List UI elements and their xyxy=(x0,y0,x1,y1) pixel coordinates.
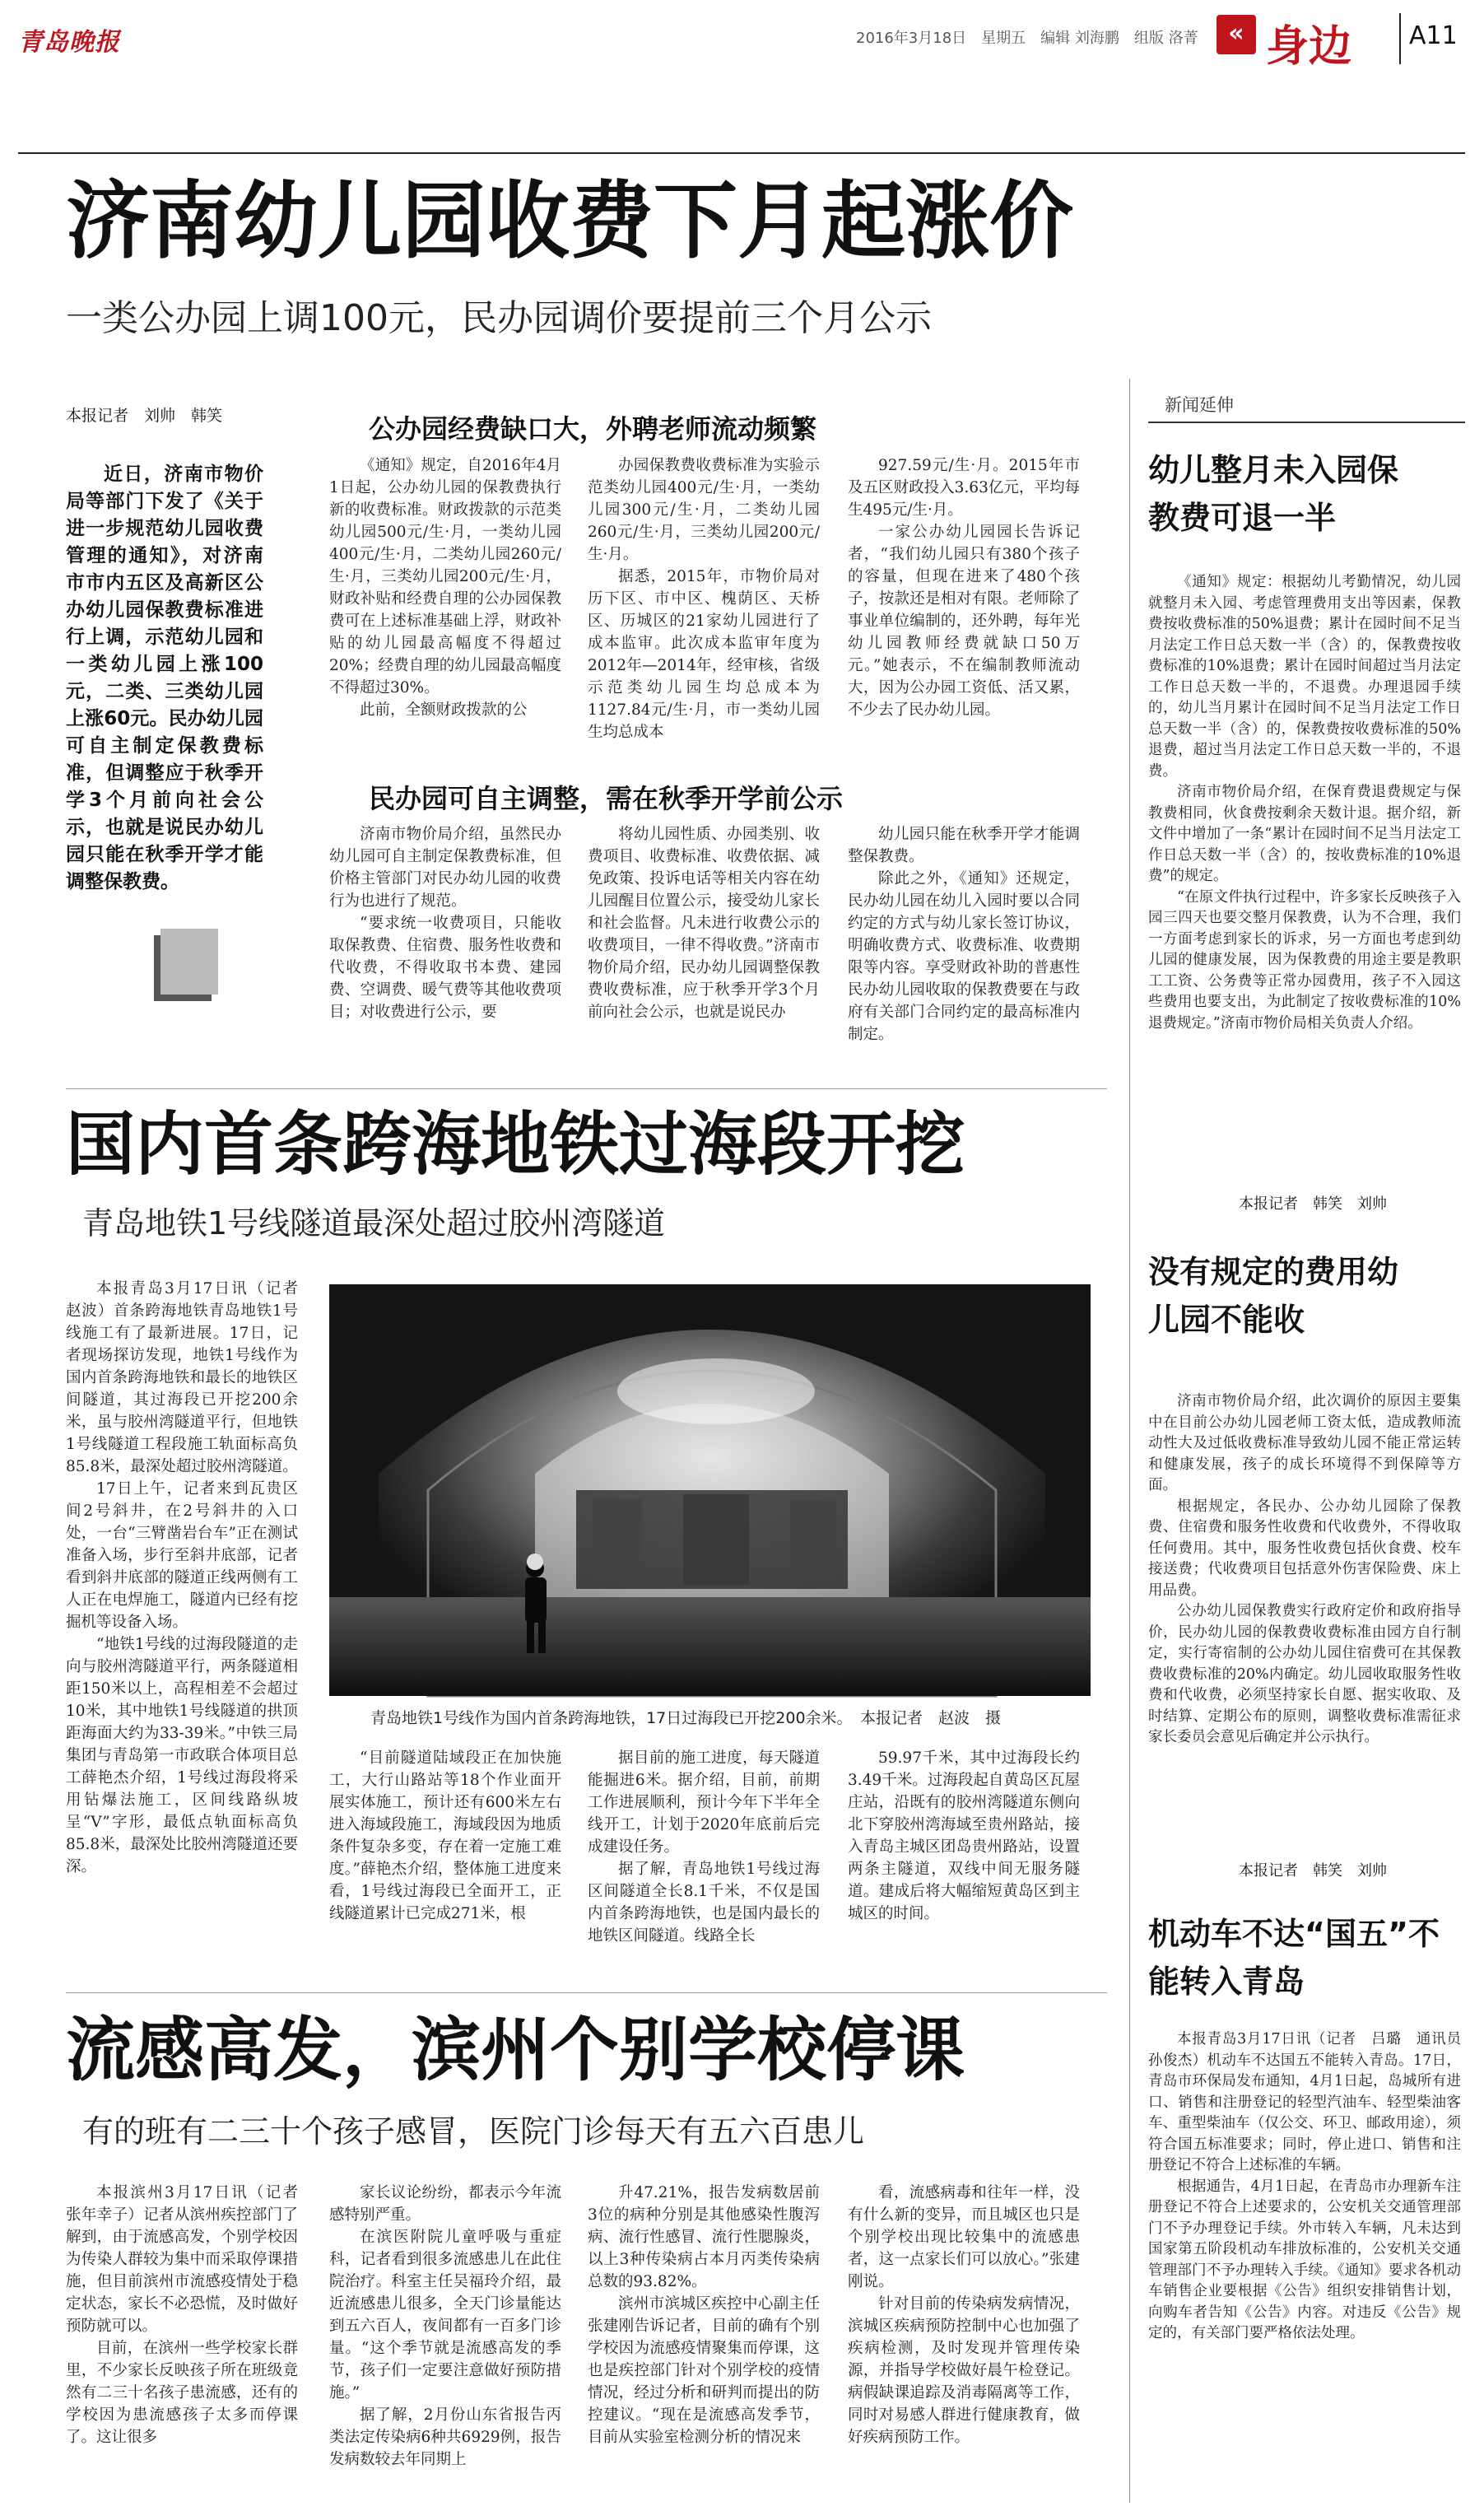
paragraph: 《通知》规定：根据幼儿考勤情况，幼儿园就整月未入园、考虑管理费用支出等因素，保教费按收费标准的50%退费；累计在园时间不足当月法定工作日总天数一半（含）的，保教费按收费标准的10%退费；累计在园时间超过当月法定工作日总天数一半的，不退费。办理退园手续的，幼儿当月累计在园时间不足当月法定工作日总天数一半（含）的，保教费按收费标准的50%退费，超过当月法定工作日总天数一半的，不退费。 xyxy=(1148,574,1461,780)
paragraph: 根据规定，各民办、公办幼儿园除了保教费、住宿费和服务性收费和代收费外，不得收取任何费用。其中，服务性收费包括伙食费、校车接送费；代收费项目包括意外伤害保险费、床上用品费。 xyxy=(1148,1498,1461,1599)
paragraph: 将幼儿园性质、办园类别、收费项目、收费标准、收费依据、减免政策、投诉电话等相关内容在幼儿园醒目位置公示，接受幼儿家长和社会监督。凡未进行收费公示的收费项目，一律不得收费。”济南市物价局介绍，民办幼儿园调整保教费收费标准，应于秋季开学3个月前向社会公示，也就是说民办 xyxy=(588,826,820,1021)
paragraph: 此前，全额财政拨款的公 xyxy=(360,701,528,719)
chevron-left-icon: « xyxy=(1228,19,1244,48)
article3-subtitle: 有的班有二三十个孩子感冒，医院门诊每天有五六百患儿 xyxy=(82,2113,865,2150)
sidebar-item2-body xyxy=(1148,1391,1461,1861)
paragraph: 办园保教费收费标准为实验示范类幼儿园400元/生·月，一类幼儿园300元/生·月，二类幼儿园260元/生·月，三类幼儿园200元/生·月。 xyxy=(588,457,820,563)
paragraph: 本报滨州3月17日讯（记者 张年幸子）记者从滨州疾控部门了解到，由于流感高发，个别学校因为传染人群较为集中而采取停课措施，但目前滨州市流感疫情处于稳定状态，家长不必恐慌，及时做好预防就可以。 xyxy=(66,2184,314,2335)
paragraph: 滨州市滨城区疾控中心副主任张建刚告诉记者，目前的确有个别学校因为流感疫情聚集而停课，这也是疾控部门针对个别学校的疫情情况，经过分析和研判而提出的防控建议。“现在是流感高发季节，目前从实验室检测分析的情况来 xyxy=(588,2295,820,2446)
paragraph: 59.97千米，其中过海段长约3.49千米。过海段起自黄岛区瓦屋庄站，沿既有的胶州湾隧道东侧向北下穿胶州湾海域至贵州路站，接入青岛主城区团岛贵州路站，设置两条主隧道，双线中间无服务隧道。建成后将大幅缩短黄岛区到主城区的时间。 xyxy=(848,1749,1080,1922)
sidebar-tag xyxy=(1148,389,1465,423)
article1-title: 济南幼儿园收费下月起涨价 xyxy=(66,173,1073,271)
sidebar-item1-title: 幼儿整月未入园保教费可退一半 xyxy=(1148,452,1399,536)
sidebar-item3-body xyxy=(1148,2029,1476,2503)
photo-caption: 青岛地铁1号线作为国内首条跨海地铁，17日过海段已开挖200余米。 本报记者 赵波 摄 xyxy=(370,1709,1002,1727)
paragraph: 家长议论纷纷，都表示今年流感特别严重。 xyxy=(329,2184,561,2224)
paragraph: 看，流感病毒和往年一样，没有什么新的变异，而且城区也只是个别学校出现比较集中的流感患者，这一点家长们可以放心。”张建刚说。 xyxy=(848,2184,1080,2290)
paragraph: 公办幼儿园保教费实行政府定价和政府指导价，民办幼儿园的保教费收费标准由园方自行制定，实行寄宿制的公办幼儿园住宿费可在其保教费收费标准的20%内确定。幼儿园收取服务性收费和代收费，必须坚持家长自愿、据实收取、及时结算、定期公布的原则，调整收费标准需征求家长委员会意见后确定并公示执行。 xyxy=(1148,1603,1461,1745)
paragraph: 17日上午，记者来到瓦贵区间2号斜井，在2号斜井的入口处，一台“三臂凿岩台车”正在测试准备入场，步行至斜井底部，记者看到斜井底部的隧道正线两侧有工人正在电焊施工，隧道内已经有挖掘机等设备入场。 xyxy=(66,1480,298,1631)
paragraph: 本报青岛3月17日讯（记者 吕璐 通讯员 孙俊杰）机动车不达国五不能转入青岛。17日，青岛市环保局发布通知，4月1日起，岛城所有进口、销售和注册登记的轻型汽油车、轻型柴油客车、重型柴油车（仅公交、环卫、邮政用途），须符合国五标准要求；同时，停止进口、销售和注册登记不符合上述标准的车辆。 xyxy=(1148,2031,1476,2173)
sidebar-tag-label: 新闻延伸 xyxy=(1165,395,1234,415)
article1-s1-col3 xyxy=(848,454,1080,751)
sidebar-item2-byline: 本报记者 韩笑 刘帅 xyxy=(1239,1862,1387,1880)
paragraph: 目前，在滨州一些学校家长群里，不少家长反映孩子所在班级竟然有二三十名孩子患流感，还有的学校因为患流感孩子太多而停课了。这让很多 xyxy=(66,2340,298,2446)
section-marker xyxy=(1217,15,1256,54)
paragraph: 升47.21%，报告发病数居前3位的病种分别是其他感染性腹泻病、流行性感冒、流行性腮腺炎，以上3种传染病占本月丙类传染病总数的93.82%。 xyxy=(588,2184,820,2290)
sidebar-item1-body xyxy=(1148,572,1461,1181)
masthead-rule xyxy=(18,152,1465,154)
article1-s2-col2 xyxy=(588,823,820,1046)
sidebar-item3-title: 机动车不达“国五”不能转入青岛 xyxy=(1148,1916,1440,2000)
paragraph: “地铁1号线的过海段隧道的走向与胶州湾隧道平行，两条隧道相距150米以上，高程相差不会超过10米，其中地铁1号线隧道的拱顶距海面大约为33-39米。”中铁三局集团与青岛第一市政联合体项目总工薛艳杰介绍，1号线过海段将采用钻爆法施工，区间线路纵坡呈“V”字形，最低点轨面标高负85.8米，最深处比胶州湾隧道还要深。 xyxy=(66,1636,298,1875)
paragraph: “目前隧道陆域段正在加快施工，大行山路站等18个作业面开展实体施工，预计还有600米左右进入海域段施工，海域段因为地质条件复杂多变，存在着一定施工难度。”薛艳杰介绍，整体施工进度来看，1号线过海段已全面开工，正线隧道累计已完成271米，根 xyxy=(329,1749,561,1922)
article2-col2 xyxy=(329,1747,561,1969)
paragraph: 一家公办幼儿园园长告诉记者，“我们幼儿园只有380个孩子的容量，但现在进来了480个孩子，按款还是相对有限。老师除了事业单位编制的，还外聘，每年光幼儿园教师经费就缺口50万元。”她表示，不在编制教师流动大，因为公办园工资低、活又累，不少去了民办幼儿园。 xyxy=(848,524,1080,719)
paper-logo: 青岛晚报 xyxy=(18,28,120,57)
article1-s2-col3 xyxy=(848,823,1080,1046)
paragraph: “在原文件执行过程中，许多家长反映孩子入园三四天也要交整月保教费，认为不合理，我们一方面考虑到家长的诉求，另一方面也考虑到幼儿园的健康发展，因为保教费的用途主要是教职工工资、公务费等正常办园费用，孩子不入园这些费用也要支出，为此制定了按收费标准的10%退费规定。”济南市物价局相关负责人介绍。 xyxy=(1148,888,1461,1032)
article1-s2-col1 xyxy=(329,823,561,1046)
tunnel-photo xyxy=(329,1284,1091,1696)
quote-mark-icon xyxy=(160,929,218,995)
paragraph: 济南市物价局介绍，在保育费退费规定与保教费相同，伙食费按剩余天数计退。据介绍，新文件中增加了一条“累计在园时间不足当月法定工作日总天数一半（含）的，按收费标准的10%退费”的规定。 xyxy=(1148,784,1461,884)
article1-s1-col1 xyxy=(329,454,561,751)
paragraph: 根据通告，4月1日起，在青岛市办理新车注册登记不符合上述要求的，公安机关交通管理部门不予办理登记手续。外市转入车辆，凡未达到国家第五阶段机动车排放标准的，公安机关交通管理部门不予办理转入手续。《通知》要求各机动车销售企业要根据《公告》组织安排销售计划，向购车者告知《公告》内容。对违反《公告》规定的，有关部门要严格依法处理。 xyxy=(1148,2178,1461,2341)
article3-col4 xyxy=(848,2182,1080,2503)
page-number: A11 xyxy=(1409,21,1458,50)
paragraph: 据了解，青岛地铁1号线过海区间隧道全长8.1千米，不仅是国内首条跨海地铁，也是国内最长的地铁区间隧道。线路全长 xyxy=(588,1861,820,1945)
paragraph: 927.59元/生·月。2015年市及五区财政投入3.63亿元，平均每生495元/生·月。 xyxy=(848,457,1080,519)
paragraph: 针对目前的传染病发病情况，滨城区疾病预防控制中心也加强了疾病检测，及时发现并管理传染源，并指导学校做好晨午检登记。病假缺课追踪及消毒隔离等工作，同时对易感人群进行健康教育，做好疾病预防工作。 xyxy=(848,2295,1080,2446)
paragraph: 除此之外，《通知》还规定，民办幼儿园在幼儿入园时要以合同约定的方式与幼儿家长签订协议，明确收费方式、收费标准、收费期限等内容。享受财政补助的普惠性民办幼儿园收取的保教费要在与政府有关部门合同约定的最高标准内制定。 xyxy=(848,870,1080,1043)
article2-title: 国内首条跨海地铁过海段开挖 xyxy=(66,1104,965,1185)
date-line: 2016年3月18日 星期五 编辑 刘海鹏 组版 洛菁 xyxy=(856,30,1198,47)
article2-top-rule xyxy=(66,1088,1107,1089)
paragraph: “要求统一收费项目，只能收取保教费、住宿费、服务性收费和代收费，不得收取书本费、建园费、空调费、暖气费等其他收费项目；对收费进行公示，要 xyxy=(329,915,561,1021)
article2-col3 xyxy=(588,1747,820,1969)
article2-col1 xyxy=(66,1278,314,1969)
sidebar-item1-byline: 本报记者 韩笑 刘帅 xyxy=(1239,1195,1387,1213)
paragraph: 《通知》规定，自2016年4月1日起，公办幼儿园的保教费执行新的收费标准。财政拨款的示范类幼儿园500元/生·月，一类幼儿园400元/生·月，二类幼儿园260元/生·月，三类幼儿园200元/生·月，财政补贴和经费自理的公办园保教费可在上述标准基础上浮，财政补贴的幼儿园最高幅度不得超过20%；经费自理的幼儿园最高幅度不得超过30%。 xyxy=(329,457,561,696)
article1-byline: 本报记者 刘帅 韩笑 xyxy=(66,407,223,425)
article1-section1-head: 公办园经费缺口大，外聘老师流动频繁 xyxy=(369,413,817,445)
article1-section2-head: 民办园可自主调整，需在秋季开学前公示 xyxy=(369,783,844,814)
paragraph: 据目前的施工进度，每天隧道能掘进6米。据介绍，目前，前期工作进展顺利，预计今年下半年全线开工，计划于2020年底前后完成建设任务。 xyxy=(588,1749,820,1856)
masthead xyxy=(0,0,1484,156)
article3-col3 xyxy=(588,2182,820,2503)
article3-col1 xyxy=(66,2182,314,2503)
paragraph: 据悉，2015年，市物价局对历下区、市中区、槐荫区、天桥区、历城区的21家幼儿园进行了成本监审。此次成本监审年度为2012年—2014年，经审核，省级示范类幼儿园生均总成本为1127.84元/生·月，市一类幼儿园生均总成本 xyxy=(588,568,820,741)
article3-col2 xyxy=(329,2182,561,2503)
article3-title: 流感高发，滨州个别学校停课 xyxy=(66,2010,965,2090)
sidebar-item2-title: 没有规定的费用幼儿园不能收 xyxy=(1148,1254,1399,1338)
article1-s1-col2 xyxy=(588,454,820,751)
tunnel-photo-illustration xyxy=(329,1284,1091,1696)
paragraph: 济南市物价局介绍，此次调价的原因主要集中在目前公办幼儿园老师工资太低，造成教师流动性大及过低收费标准导致幼儿园不能正常运转和健康发展，孩子的成长环境得不到保障等方面。 xyxy=(1148,1393,1461,1493)
article3-top-rule xyxy=(66,1992,1107,1993)
sidebar-divider xyxy=(1129,379,1130,2503)
article2-col4 xyxy=(848,1747,1080,1969)
article1-lead: 近日，济南市物价局等部门下发了《关于进一步规范幼儿园收费管理的通知》，对济南市市内五区及高新区公办幼儿园保教费标准进行上调，示范幼儿园和一类幼儿园上涨100元，二类、三类幼儿园上涨60元。民办幼儿园可自主制定保教费标准，但调整应于秋季开学3个月前向社会公示，也就是说民办幼儿园只能在秋季开学才能调整保教费。 xyxy=(66,464,263,892)
paragraph: 济南市物价局介绍，虽然民办幼儿园可自主制定保教费标准，但价格主管部门对民办幼儿园的收费行为也进行了规范。 xyxy=(329,826,561,910)
paragraph: 幼儿园只能在秋季开学才能调整保教费。 xyxy=(848,826,1080,865)
section-divider xyxy=(1399,13,1401,64)
paragraph: 据了解，2月份山东省报告丙类法定传染病6种共6929例，报告发病数较去年同期上 xyxy=(329,2406,561,2468)
article2-subtitle: 青岛地铁1号线隧道最深处超过胶州湾隧道 xyxy=(82,1205,666,1242)
section-title: 身边 xyxy=(1266,22,1352,72)
paragraph: 在滨医附院儿童呼吸与重症科，记者看到很多流感患儿在此住院治疗。科室主任吴福玲介绍，最近流感患儿很多，全天门诊量能达到五六百人，夜间都有一百多门诊量。“这个季节就是流感高发的季节，孩子们一定要注意做好预防措施。” xyxy=(329,2229,561,2402)
paragraph: 本报青岛3月17日讯（记者 赵波）首条跨海地铁青岛地铁1号线施工有了最新进展。17日，记者现场探访发现，地铁1号线作为国内首条跨海地铁和最长的地铁区间隧道，其过海段已开挖200余米，虽与胶州湾隧道平行，但地铁1号线隧道工程段施工轨面标高负85.8米，最深处超过胶州湾隧道。 xyxy=(66,1280,314,1475)
article1-subtitle: 一类公办园上调100元，民办园调价要提前三个月公示 xyxy=(66,297,932,339)
